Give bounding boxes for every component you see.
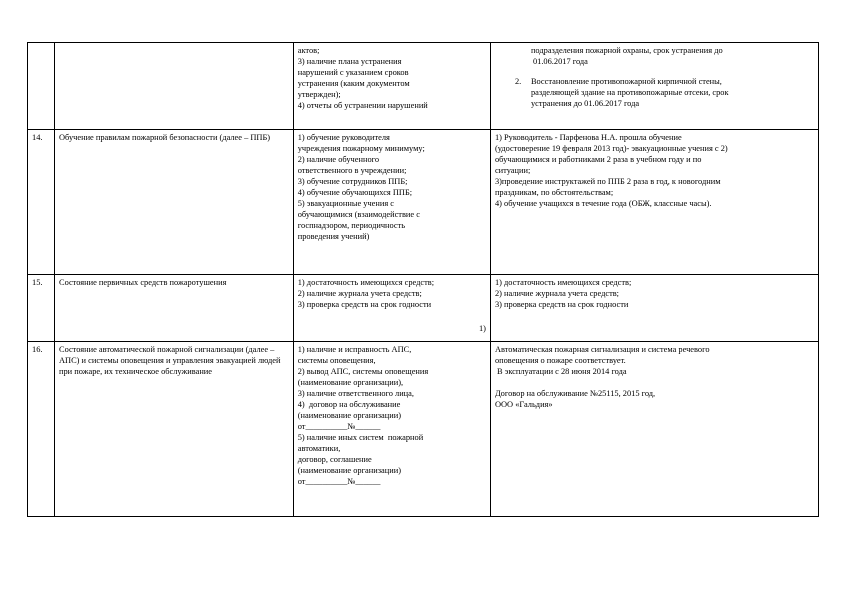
state-line: разделяющей здание на противопожарные отсеки, срок bbox=[530, 88, 729, 97]
requirement-line: проведения учений) bbox=[297, 232, 370, 241]
spacer bbox=[531, 67, 814, 76]
requirement-line: (наименование организации) bbox=[297, 411, 401, 420]
state-line: (удостоверение 19 февраля 2013 год)- эвакуационные учения с 2) bbox=[494, 144, 728, 153]
requirement-line: 1) наличие и исправность АПС, bbox=[297, 345, 412, 354]
state-line: ООО «Гальдия» bbox=[494, 400, 553, 409]
requirement-line: 2) наличие обученного bbox=[297, 155, 380, 164]
requirement-line: 3) проверка средств на срок годности bbox=[297, 300, 432, 309]
requirement-line: 4) отчеты об устранении нарушений bbox=[297, 101, 428, 110]
fire-safety-table bbox=[27, 42, 819, 517]
requirement-line: 4) обучение обучающихся ППБ; bbox=[297, 188, 413, 197]
item-number: 2. bbox=[514, 77, 522, 86]
requirement-line: договор, соглашение bbox=[297, 455, 372, 464]
state-line: праздникам, по обстоятельствам; bbox=[494, 188, 614, 197]
requirement-line: 2) наличие журнала учета средств; bbox=[297, 289, 422, 298]
requirement-line: 3) обучение сотрудников ППБ; bbox=[297, 177, 408, 186]
row-number-cell bbox=[28, 43, 55, 130]
state-line: Восстановление противопожарной кирпичной стены, bbox=[530, 77, 722, 86]
state-cell bbox=[490, 130, 818, 275]
state-line: 1) достаточность имеющихся средств; bbox=[494, 278, 632, 287]
state-line: устранения до 01.06.2017 года bbox=[530, 99, 640, 108]
item-cell: Состояние автоматической пожарной сигнализации (далее – АПС) и системы оповещения и управления эвакуацией людей при пожаре, их техническое обслуживание bbox=[54, 342, 293, 517]
state-line: 1) Руководитель - Парфенова Н.А. прошла обучение bbox=[494, 133, 682, 142]
requirement-line: утвержден); bbox=[297, 90, 341, 99]
requirements-cell bbox=[293, 43, 490, 130]
requirement-line: ответственного в учреждении; bbox=[297, 166, 407, 175]
requirement-line: 2) вывод АПС, системы оповещения bbox=[297, 367, 429, 376]
requirement-line: 4) договор на обслуживание bbox=[297, 400, 401, 409]
state-line: 4) обучение учащихся в течение года (ОБЖ, классные часы). bbox=[494, 199, 712, 208]
row-number-cell: 16. bbox=[28, 342, 55, 517]
table-row bbox=[28, 43, 819, 130]
table-row bbox=[28, 342, 819, 517]
requirement-line: 5) эвакуационные учения с bbox=[297, 199, 395, 208]
table-row bbox=[28, 275, 819, 342]
state-cell bbox=[490, 342, 818, 517]
item-cell bbox=[54, 43, 293, 130]
requirement-line: (наименование организации) bbox=[297, 466, 401, 475]
requirement-line: 3) наличие плана устранения bbox=[297, 57, 402, 66]
requirement-line: 1) обучение руководителя bbox=[297, 133, 390, 142]
requirement-line: нарушений с указанием сроков bbox=[297, 68, 409, 77]
spacer bbox=[298, 310, 486, 323]
item-cell: Состояние первичных средств пожаротушения bbox=[54, 275, 293, 342]
state-line: подразделения пожарной охраны, срок устранения до bbox=[530, 46, 723, 55]
requirement-line: 1) достаточность имеющихся средств; bbox=[297, 278, 435, 287]
requirement-line: системы оповещения, bbox=[297, 356, 376, 365]
requirements-cell bbox=[293, 342, 490, 517]
state-line: ситуации; bbox=[494, 166, 531, 175]
requirement-line: (наименование организации), bbox=[297, 378, 404, 387]
requirement-line: от__________№______ bbox=[297, 422, 381, 431]
requirements-cell bbox=[293, 275, 490, 342]
numbered-item bbox=[514, 76, 814, 109]
state-cell bbox=[490, 275, 818, 342]
row-number-cell: 15. bbox=[28, 275, 55, 342]
requirement-line: госпнадзором, периодичность bbox=[297, 221, 406, 230]
state-line: 3) проверка средств на срок годности bbox=[494, 300, 629, 309]
requirement-line: обучающимися (взаимодействие с bbox=[297, 210, 420, 219]
state-line: Автоматическая пожарная сигнализация и система речевого bbox=[494, 345, 710, 354]
state-line: В эксплуатации с 28 июня 2014 года bbox=[494, 367, 627, 376]
table-row bbox=[28, 130, 819, 275]
item-cell: Обучение правилам пожарной безопасности (далее – ППБ) bbox=[54, 130, 293, 275]
requirement-line: 5) наличие иных систем пожарной bbox=[297, 433, 424, 442]
requirement-line: от__________№______ bbox=[297, 477, 381, 486]
requirements-cell bbox=[293, 130, 490, 275]
requirement-line: учреждения пожарному минимуму; bbox=[297, 144, 425, 153]
requirement-line: актов; bbox=[297, 46, 320, 55]
state-line: 2) наличие журнала учета средств; bbox=[494, 289, 620, 298]
state-line: 01.06.2017 года bbox=[532, 57, 588, 66]
state-line: оповещения о пожаре соответствует. bbox=[494, 356, 626, 365]
requirement-line: автоматики, bbox=[297, 444, 341, 453]
requirement-line: устранения (каким документом bbox=[297, 79, 410, 88]
state-line: Договор на обслуживание №25115, 2015 год, bbox=[494, 389, 656, 398]
requirement-tail: 1) bbox=[478, 324, 486, 333]
state-line: обучающимися и работниками 2 раза в учебном году и по bbox=[494, 155, 702, 164]
state-cell bbox=[490, 43, 818, 130]
state-line bbox=[495, 377, 814, 388]
row-number-cell: 14. bbox=[28, 130, 55, 275]
state-line: 3)проведение инструктажей по ППБ 2 раза в год, к новогодним bbox=[494, 177, 721, 186]
requirement-line: 3) наличие ответственного лица, bbox=[297, 389, 414, 398]
